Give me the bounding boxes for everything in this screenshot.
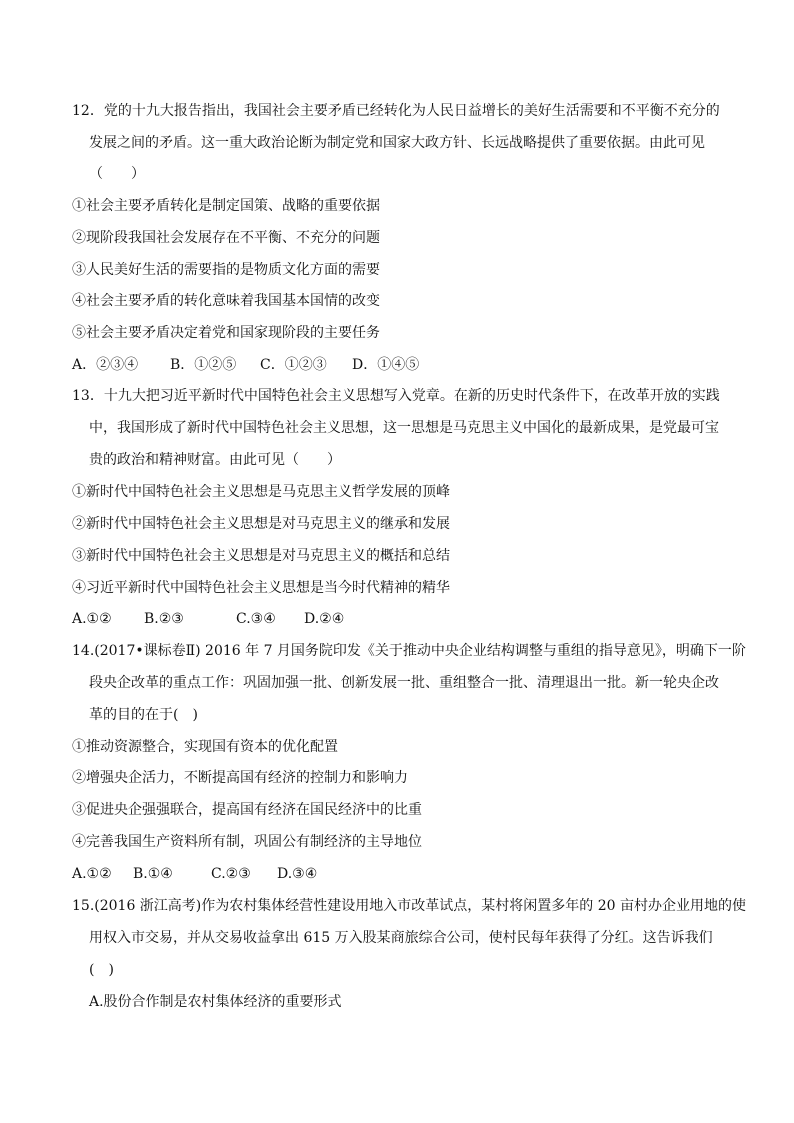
question-12-choice-d: D．①④⑤ (352, 357, 420, 373)
question-12-choice-c: C．①②③ (260, 357, 327, 373)
question-14-option-1: ①推动资源整合，实现国有资本的优化配置 (72, 739, 338, 755)
question-14-choice-b: B.①④ (133, 866, 173, 882)
question-15-stem-line-2: 用权入市交易，并从交易收益拿出 615 万入股某商旅综合公司，使村民每年获得了分红。这告诉我们 (89, 930, 713, 946)
question-13-choice-b: B.②③ (144, 611, 184, 627)
question-12-option-2: ②现阶段我国社会发展存在不平衡、不充分的问题 (72, 230, 380, 246)
question-13-choice-a: A.①② (72, 611, 112, 627)
question-13-option-1: ①新时代中国特色社会主义思想是马克思主义哲学发展的顶峰 (72, 484, 450, 500)
question-14-choices (72, 864, 317, 884)
question-14-stem-line-2: 段央企改革的重点工作：巩固加强一批、创新发展一批、重组整合一批、清理退出一批。新一轮央企改 (89, 675, 719, 691)
question-13-stem-line-1: 13．十九大把习近平新时代中国特色社会主义思想写入党章。在新的历史时代条件下，在改革开放的实践 (72, 388, 720, 404)
question-14-choice-d: D.③④ (277, 866, 318, 882)
question-12-choice-a: A．②③④ (72, 357, 139, 373)
question-14-option-3: ③促进央企强强联合，提高国有经济在国民经济中的比重 (72, 802, 422, 818)
question-14-option-2: ②增强央企活力，不断提高国有经济的控制力和影响力 (72, 770, 408, 786)
question-14-stem-line-1: 14.(2017•课标卷Ⅱ) 2016 年 7 月国务院印发《关于推动中央企业结构调整与重组的指导意见》，明确下一阶 (72, 643, 746, 659)
question-14-option-4: ④完善我国生产资料所有制，巩固公有制经济的主导地位 (72, 834, 422, 850)
question-15-stem-line-1: 15.(2016 浙江高考)作为农村集体经营性建设用地入市改革试点，某村将闲置多年的 20 亩村办企业用地的使 (72, 898, 746, 914)
question-12-option-1: ①社会主要矛盾转化是制定国策、战略的重要依据 (72, 198, 380, 214)
question-12-stem-line-3: （ ） (89, 166, 145, 182)
question-12-choice-b: B．①②⑤ (170, 357, 237, 373)
question-12-option-3: ③人民美好生活的需要指的是物质文化方面的需要 (72, 262, 380, 278)
question-13-option-4: ④习近平新时代中国特色社会主义思想是当今时代精神的精华 (72, 580, 450, 596)
question-14-choice-c: C.②③ (211, 866, 251, 882)
question-13-choices (72, 609, 344, 629)
question-12-stem-line-2: 发展之间的矛盾。这一重大政治论断为制定党和国家大政方针、长远战略提供了重要依据。由此可见 (89, 135, 705, 151)
question-12-stem-line-1: 12．党的十九大报告指出，我国社会主要矛盾已经转化为人民日益增长的美好生活需要和不平衡不充分的 (72, 103, 720, 119)
question-15-option-a: A.股份合作制是农村集体经济的重要形式 (89, 994, 342, 1010)
question-13-stem-line-2: 中，我国形成了新时代中国特色社会主义思想，这一思想是马克思主义中国化的最新成果，是党最可宝 (89, 420, 719, 436)
question-13-option-2: ②新时代中国特色社会主义思想是对马克思主义的继承和发展 (72, 516, 450, 532)
question-14-choice-a: A.①② (72, 866, 112, 882)
question-13-choice-c: C.③④ (236, 611, 276, 627)
question-13-choice-d: D.②④ (304, 611, 345, 627)
question-12-option-4: ④社会主要矛盾的转化意味着我国基本国情的改变 (72, 293, 380, 309)
question-12-choices (72, 355, 419, 375)
question-15-stem-line-3: ( ) (89, 962, 114, 978)
question-14-stem-line-3: 革的目的在于( ) (89, 707, 198, 723)
question-12-option-5: ⑤社会主要矛盾决定着党和国家现阶段的主要任务 (72, 325, 380, 341)
question-13-stem-line-3: 贵的政治和精神财富。由此可见（ ） (89, 452, 341, 468)
question-13-option-3: ③新时代中国特色社会主义思想是对马克思主义的概括和总结 (72, 548, 450, 564)
